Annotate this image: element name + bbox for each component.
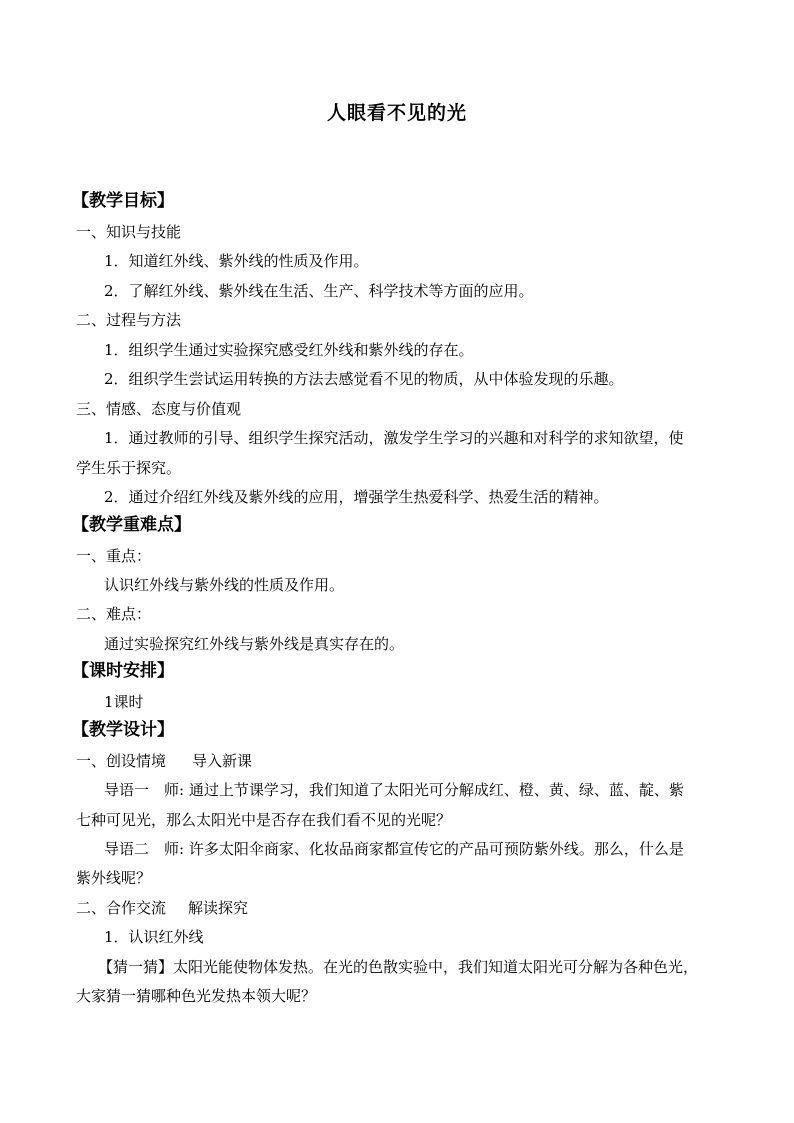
subheading-create-situation (76, 751, 726, 771)
intro-2-line1: 导语二 师: 许多太阳伞商家、化妆品商家都宣传它的产品可预防紫外线。那么，什么是 (104, 840, 684, 858)
page-title: 人眼看不见的光 (326, 102, 467, 124)
intro-1-line2: 七种可见光，那么太阳光中是否存在我们看不见的光呢？ (76, 811, 452, 829)
heading-key-difficult-points: 【教学重难点】 (72, 515, 191, 535)
intro-2-line2: 紫外线呢？ (76, 869, 152, 887)
guess-line2: 大家猜一猜哪种色光发热本领大呢？ (76, 987, 317, 1005)
design-item-1: 1．认识红外线 (104, 928, 204, 946)
guess-line1: 【猜一猜】太阳光能使物体发热。在光的色散实验中，我们知道太阳光可分解为各种色光， (98, 958, 699, 976)
subheading-emotion-values: 三、情感、态度与价值观 (76, 400, 242, 418)
subheading-cooperate-explore-a: 二、合作交流 (76, 899, 167, 917)
goal-item-3-1-line1: 1．通过教师的引导、组织学生探究活动，激发学生学习的兴趣和对科学的求知欲望，使 (104, 429, 684, 447)
subheading-key-point: 一、重点： (76, 547, 152, 565)
difficult-point-text: 通过实验探究红外线与紫外线是真实存在的。 (104, 635, 405, 653)
key-point-text: 认识红外线与紫外线的性质及作用。 (104, 576, 345, 594)
subheading-knowledge-skills: 一、知识与技能 (76, 223, 182, 241)
subheading-create-situation-b: 导入新课 (192, 752, 253, 770)
goal-item-2-1: 1．组织学生通过实验探究感受红外线和紫外线的存在。 (104, 341, 474, 359)
heading-teaching-goals: 【教学目标】 (72, 191, 174, 211)
goal-item-3-2: 2．通过介绍红外线及紫外线的应用，增强学生热爱科学、热爱生活的精神。 (104, 488, 609, 506)
goal-item-3-1-line2: 学生乐于探究。 (76, 459, 182, 477)
heading-schedule: 【课时安排】 (72, 661, 174, 681)
subheading-difficult-point: 二、难点： (76, 605, 152, 623)
goal-item-1-1: 1．知道红外线、紫外线的性质及作用。 (104, 252, 369, 270)
subheading-cooperate-explore (76, 898, 726, 918)
subheading-cooperate-explore-b: 解读探究 (188, 899, 249, 917)
goal-item-2-2: 2．组织学生尝试运用转换的方法去感觉看不见的物质，从中体验发现的乐趣。 (104, 370, 624, 388)
intro-1-line1: 导语一 师: 通过上节课学习，我们知道了太阳光可分解成红、橙、黄、绿、蓝、靛、紫 (104, 781, 684, 799)
schedule-text: 1课时 (104, 693, 144, 711)
subheading-create-situation-a: 一、创设情境 (76, 752, 167, 770)
heading-teaching-design: 【教学设计】 (72, 720, 174, 740)
subheading-process-method: 二、过程与方法 (76, 311, 182, 329)
goal-item-1-2: 2．了解红外线、紫外线在生活、生产、科学技术等方面的应用。 (104, 282, 534, 300)
